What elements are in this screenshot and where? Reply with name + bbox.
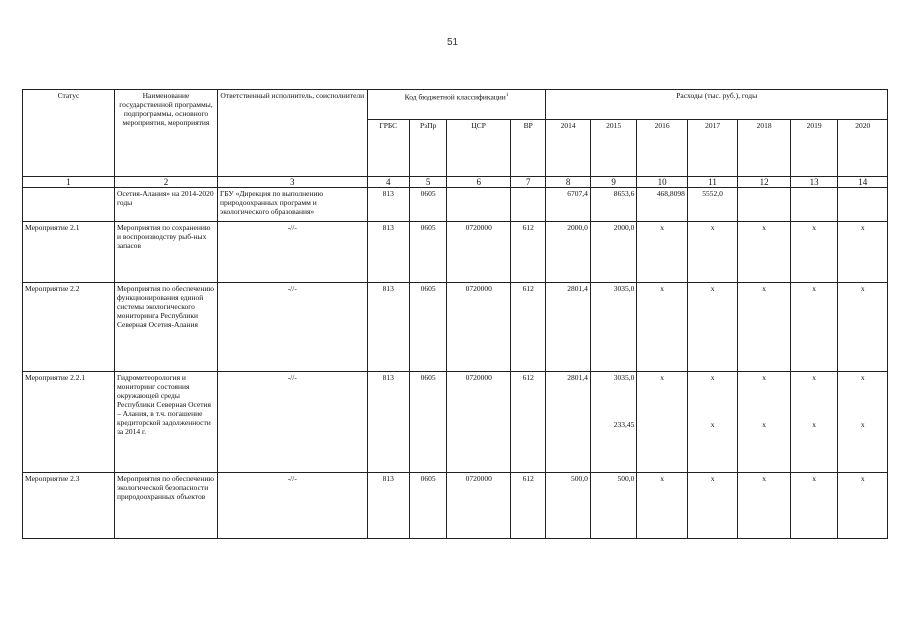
row-2017-value: x	[710, 373, 715, 382]
row-2015	[590, 372, 636, 473]
row-rzpr: 0605	[409, 222, 446, 283]
row-status: Мероприятие 2.2	[23, 283, 115, 372]
column-number: 5	[409, 177, 446, 188]
row-2014: 500,0	[546, 473, 590, 539]
row-2014: 6707,4	[546, 188, 590, 222]
row-2018	[738, 188, 791, 222]
header-year-2015: 2015	[590, 120, 636, 177]
column-number-row	[23, 177, 888, 188]
table-row	[23, 283, 888, 372]
row-2020: x	[838, 222, 888, 283]
row-2017-debt: x	[710, 420, 715, 429]
header-vr: ВР	[511, 120, 546, 177]
row-2019	[790, 188, 837, 222]
header-budget-code-label: Код бюджетной классификации	[404, 92, 506, 102]
row-2020	[838, 372, 888, 473]
row-2019-value: x	[812, 373, 816, 382]
row-2019: x	[790, 283, 837, 372]
budget-table	[22, 89, 888, 539]
row-rzpr: 0605	[409, 372, 446, 473]
row-executor: -//-	[218, 222, 368, 283]
column-number: 9	[590, 177, 636, 188]
row-vr: 612	[511, 372, 546, 473]
table-row	[23, 188, 888, 222]
column-number: 3	[218, 177, 368, 188]
column-number: 14	[838, 177, 888, 188]
row-2015: 2000,0	[590, 222, 636, 283]
row-2015: 500,0	[590, 473, 636, 539]
column-number: 12	[738, 177, 791, 188]
row-2019: x	[790, 473, 837, 539]
row-2016: 468,8098	[637, 188, 688, 222]
row-vr	[511, 188, 546, 222]
row-rzpr: 0605	[409, 473, 446, 539]
table-row	[23, 222, 888, 283]
column-number: 1	[23, 177, 115, 188]
row-2016: x	[637, 372, 688, 473]
row-executor: -//-	[218, 372, 368, 473]
row-csr: 0720000	[447, 473, 511, 539]
header-year-2019: 2019	[790, 120, 837, 177]
header-year-2014: 2014	[546, 120, 590, 177]
row-grbs: 813	[367, 188, 409, 222]
header-csr: ЦСР	[447, 120, 511, 177]
row-2015: 8653,6	[590, 188, 636, 222]
row-2017: x	[687, 473, 738, 539]
row-name: Мероприятия по обеспечению функционирования единой системы экологического мониторинга Республики Северная Осетия-Алания	[114, 283, 217, 372]
row-2018: x	[738, 283, 791, 372]
header-status: Статус	[23, 90, 115, 177]
row-csr: 0720000	[447, 283, 511, 372]
row-2017: 5552,0	[687, 188, 738, 222]
row-status: Мероприятие 2.3	[23, 473, 115, 539]
header-name: Наименование государственной программы, подпрограммы, основного мероприятия, мероприятия	[114, 90, 217, 177]
column-number: 8	[546, 177, 590, 188]
header-year-2016: 2016	[637, 120, 688, 177]
column-number: 4	[367, 177, 409, 188]
row-name: Мероприятия по обеспечению экологической безопасности природоохранных объектов	[114, 473, 217, 539]
row-executor: -//-	[218, 473, 368, 539]
row-2018: x	[738, 473, 791, 539]
column-number: 7	[511, 177, 546, 188]
row-2014: 2000,0	[546, 222, 590, 283]
row-2018-value: x	[762, 373, 766, 382]
row-vr: 612	[511, 222, 546, 283]
row-rzpr: 0605	[409, 188, 446, 222]
column-number: 10	[637, 177, 688, 188]
row-csr: 0720000	[447, 372, 511, 473]
row-rzpr: 0605	[409, 283, 446, 372]
column-number: 13	[790, 177, 837, 188]
row-2020	[838, 188, 888, 222]
row-2015: 3035,0	[590, 283, 636, 372]
row-status	[23, 188, 115, 222]
row-2017: x	[687, 283, 738, 372]
column-number: 2	[114, 177, 217, 188]
row-csr: 0720000	[447, 222, 511, 283]
row-2017	[687, 372, 738, 473]
table-row	[23, 473, 888, 539]
column-number: 6	[447, 177, 511, 188]
header-rzpr: РзПр	[409, 120, 446, 177]
row-name: Осетия-Алания» на 2014-2020 годы	[114, 188, 217, 222]
table-row	[23, 372, 888, 473]
row-grbs: 813	[367, 222, 409, 283]
row-executor: ГБУ «Дирекция по выполнению природоохранных программ и экологического образования»	[218, 188, 368, 222]
row-2016: x	[637, 222, 688, 283]
row-grbs: 813	[367, 372, 409, 473]
row-name: Мероприятия по сохранению и воспроизводству рыб-ных запасов	[114, 222, 217, 283]
row-2014: 2801,4	[546, 372, 590, 473]
header-budget-code-footnote: 1	[505, 93, 509, 98]
row-executor: -//-	[218, 283, 368, 372]
header-budget-code	[367, 90, 546, 120]
row-2020: x	[838, 473, 888, 539]
row-2016: x	[637, 283, 688, 372]
row-2018-debt: x	[762, 420, 766, 429]
row-2018: x	[738, 222, 791, 283]
row-2015-value: 3035,0	[613, 373, 635, 382]
row-status: Мероприятие 2.1	[23, 222, 115, 283]
header-expenses: Расходы (тыс. руб.), годы	[546, 90, 888, 120]
row-csr	[447, 188, 511, 222]
row-2019: x	[790, 222, 837, 283]
row-2017: x	[687, 222, 738, 283]
column-number: 11	[687, 177, 738, 188]
row-vr: 612	[511, 283, 546, 372]
row-2020-debt: x	[860, 420, 865, 429]
row-2019	[790, 372, 837, 473]
row-2020: x	[838, 283, 888, 372]
header-year-2018: 2018	[738, 120, 791, 177]
row-2018	[738, 372, 791, 473]
row-grbs: 813	[367, 283, 409, 372]
row-2019-debt: x	[812, 420, 816, 429]
row-2016: x	[637, 473, 688, 539]
page-number: 51	[446, 37, 459, 48]
row-2014: 2801,4	[546, 283, 590, 372]
row-grbs: 813	[367, 473, 409, 539]
header-year-2017: 2017	[687, 120, 738, 177]
header-year-2020: 2020	[838, 120, 888, 177]
header-grbs: ГРБС	[367, 120, 409, 177]
header-row-top	[23, 90, 888, 120]
row-status: Мероприятие 2.2.1	[23, 372, 115, 473]
row-2015-debt: 233,45	[613, 420, 635, 429]
row-name: Гидрометеорология и мониторинг состояния окружающей среды Республики Северная Осетия – Алания, в т.ч. погашение кредиторской задолженности за 2014 г.	[114, 372, 217, 473]
row-vr: 612	[511, 473, 546, 539]
row-2020-value: x	[860, 373, 865, 382]
header-executor: Ответственный исполнитель, соисполнители	[218, 90, 368, 177]
